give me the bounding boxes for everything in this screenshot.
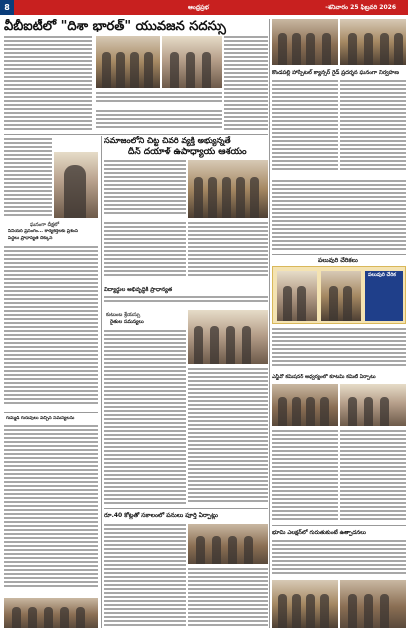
lead-body-col-1 [4, 36, 92, 134]
left-mid-kicker: ఘనంగా దీక్షలో [30, 222, 59, 228]
column-rule-left [101, 136, 102, 628]
center-mid-photo [188, 310, 268, 364]
page-header [0, 0, 408, 15]
hospital-headline: కొండపల్లి హాస్పిటల్ క్యాన్సర్ గైడ్ ప్రదర్శన ఘనంగా నిర్వహణ [272, 70, 399, 76]
right-low-photo-1 [272, 384, 338, 426]
hospital-body-col-2 [340, 80, 406, 176]
right-bottom-body [272, 540, 406, 578]
newspaper-name: ఆంధ్రప్రభ [188, 3, 209, 11]
column-rule-right [269, 19, 270, 628]
society-body-col-1 [104, 160, 186, 218]
left-mid-body [4, 246, 98, 410]
right-bottom-photo-2 [340, 580, 406, 628]
right-bottom-photo-1 [272, 580, 338, 628]
right-low-body-1 [272, 430, 338, 522]
banner-photo-2 [321, 271, 361, 321]
lead-photo-caption [96, 92, 222, 108]
center-low-body-2 [188, 568, 268, 628]
page-number: 8 [0, 0, 14, 15]
lead-photo-2 [162, 36, 222, 88]
society-headline-2: దీన్ దయాళ్ ఉపాధ్యాయ ఆశయం [128, 147, 247, 157]
left-portrait-photo [54, 152, 98, 218]
joining-banner [272, 266, 406, 324]
right-mid-body [272, 328, 406, 370]
right-low-photo-2 [340, 384, 406, 426]
lead-bottom-rule [4, 134, 268, 135]
right-low-headline: ఎన్జీవో కమిషనర్ ఆధ్వర్యంలో కూటమి కమిటీ ఏర్పాటు [272, 374, 376, 380]
lead-body-col-3 [224, 36, 268, 134]
center-mid-body [188, 368, 268, 506]
center-divider [104, 508, 268, 509]
left-mid-headline-1: సీనియర్ ప్రసంగం... కార్యకర్తలకు ప్రశంస [8, 229, 79, 234]
left-bottom-photo [4, 598, 98, 628]
right-low-body-2 [340, 430, 406, 522]
hospital-body-continue [272, 180, 406, 252]
right-divider [272, 254, 406, 255]
banner-photo-1 [277, 271, 317, 321]
society-headline-1: సమాజంలోని చిట్ట చివరి వ్యక్తి అభ్యున్నతే [104, 136, 231, 145]
right-mid-headline: పలువురి చేరికలు [318, 257, 358, 264]
center-mid-headline: విద్యార్థుల అభివృద్ధికి ప్రాధాన్యత [104, 287, 173, 293]
center-mid-lead [104, 296, 268, 308]
joining-ad: పలువురి చేరిక [365, 271, 403, 321]
lead-photo-1 [96, 36, 160, 88]
hospital-body-col-1 [272, 80, 338, 176]
hospital-photo-2 [340, 19, 406, 65]
right-bottom-headline: భూమి ఎలక్షన్‌లో గురుతుకుంటే ఉత్పాదనలు [272, 530, 366, 536]
left-low-body [4, 425, 98, 595]
center-low-photo [188, 524, 268, 564]
center-small-kicker: కుటుంబ శ్రేయస్సు [106, 312, 141, 318]
center-low-body-1 [104, 524, 186, 628]
right-bottom-divider [272, 525, 406, 526]
center-small-headline: రైతుల సమస్యలు [110, 319, 144, 325]
society-photo [188, 160, 268, 218]
left-mid-headline-2: పెద్దలు ప్రాధాన్యత దిక్కున [8, 236, 53, 241]
left-low-headline: గుమ్మడి గురువులు వచ్చిన సమస్యలను [6, 416, 75, 421]
center-small-body [104, 330, 186, 506]
column-divider [4, 412, 98, 413]
society-body-col-2 [188, 222, 268, 282]
hospital-photo-1 [272, 19, 338, 65]
society-body-col-1b [104, 222, 186, 282]
lead-headline: వీబీఐటీలో "దిశా భారత్" యువజన సదస్సు [4, 19, 226, 34]
lead-body-continue [96, 110, 222, 134]
left-body-top [4, 138, 52, 220]
issue-date: -శనివారం 25 ఫిబ్రవరి 2026 [325, 3, 396, 11]
center-low-headline: రూ.40 కోట్లతో సకాలంలో పనులు పూర్తి ఏర్పాట్లు [104, 512, 218, 519]
